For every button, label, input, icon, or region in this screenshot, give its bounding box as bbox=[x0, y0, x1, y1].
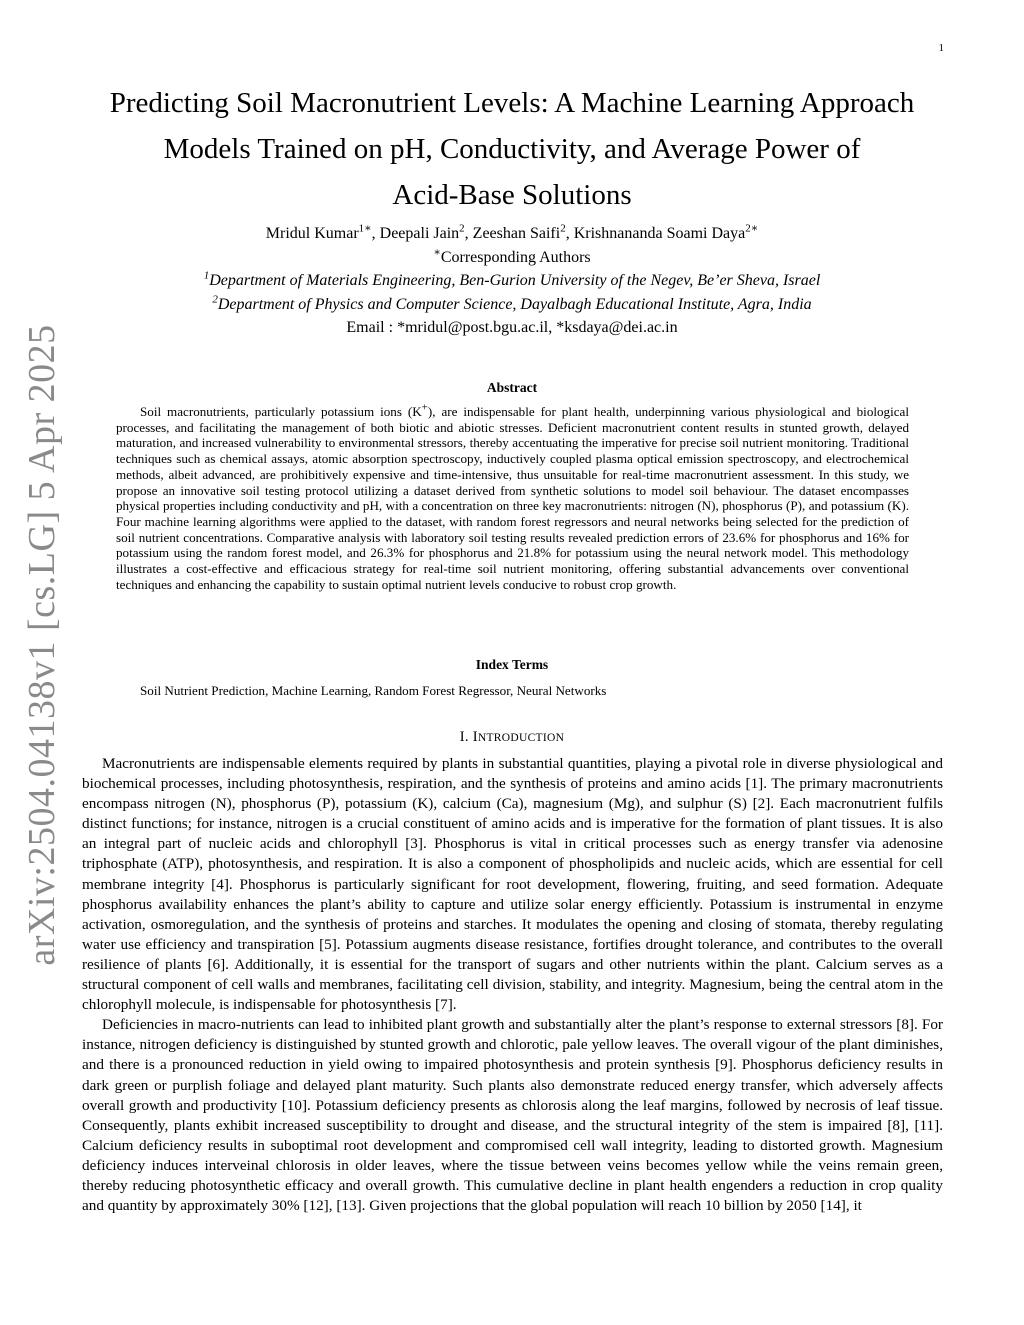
index-terms-text: Soil Nutrient Prediction, Machine Learning, Random Forest Regressor, Neural Networks bbox=[140, 683, 607, 698]
introduction-heading-number: I. I bbox=[459, 729, 478, 745]
author-3-affiliation: 2 bbox=[560, 222, 566, 235]
affiliation-2-text: Department of Physics and Computer Science, Dayalbagh Educational Institute, Agra, India bbox=[217, 295, 812, 313]
introduction-paragraph-1: Macronutrients are indispensable elements required by plants in substantial quantities, playing a pivotal role in diverse physiological and biochemical processes, including photosynthesis, respiration, and the synthesis of proteins and amino acids [1]. The primary macronutrients encompass nitrogen (N), phosphorus (P), potassium (K), calcium (Ca), magnesium (Mg), and sulphur (S) [2]. Each macronutrient fulfils distinct functions; for instance, nitrogen is a crucial constituent of amino acids and is imperative for the formation of plant tissues. It is also an integral part of nucleic acids and chlorophyll [3]. Phosphorus is vital in critical processes such as energy transfer via adenosine triphosphate (ATP), photosynthesis, and respiration. It is also a component of phospholipids and nucleic acids, which are essential for cell membrane integrity [4]. Phosphorus is particularly significant for root development, flowering, fruiting, and seed formation. Adequate phosphorus availability enhances the plant’s ability to capture and utilize solar energy efficiently. Potassium is instrumental in enzyme activation, osmoregulation, and the synthesis of proteins and starches. It modulates the opening and closing of stomata, thereby regulating water use efficiency and transpiration [5]. Potassium augments disease resistance, fortifies drought tolerance, and contributes to the overall resilience of plants [6]. Additionally, it is essential for the transport of sugars and other nutrients within the plant. Calcium serves as a structural component of cell walls and membranes, facilitating cell division, stability, and integrity. Magnesium, being the central atom in the chlorophyll molecule, is indispensable for photosynthesis [7]. bbox=[82, 755, 943, 1014]
abstract-heading: Abstract bbox=[486, 380, 538, 395]
paper-title bbox=[60, 80, 964, 218]
abstract-text-rest: ), are indispensable for plant health, underpinning various physiological and biological processes, and facilitating the management of both biotic and abiotic stresses. Deficient macronutrient content results in stunted growth, delayed maturation, and increased vulnerability to environmental stressors, thereby accentuating the imperative for precise soil nutrient monitoring. Traditional techniques such as chemical assays, atomic absorption spectroscopy, inductively coupled plasma optical emission spectroscopy, and electrochemical methods, albeit advanced, are prohibitively expensive and time-intensive, thus unsuitable for real-time macronutrient assessment. In this study, we propose an innovative soil testing protocol utilizing a dataset derived from synthetic solutions to model soil behaviour. The dataset encompasses physical properties including conductivity and pH, with a concentration on three key macronutrients: nitrogen (N), phosphorus (P), and potassium (K). Four machine learning algorithms were applied to the dataset, with random forest regressors and neural networks being selected for the prediction of soil nutrient concentrations. Comparative analysis with laboratory soil testing results revealed prediction errors of 23.6% for phosphorus and 16% for potassium using the random forest model, and 26.3% for phosphorus and 21.8% for potassium using the neural network model. This methodology illustrates a cost-effective and efficacious strategy for real-time soil nutrient monitoring, offering substantial advancements over conventional techniques and enhancing the capability to sustain optimal nutrient levels conducive to robust crop growth. bbox=[116, 404, 909, 592]
author-2-affiliation: 2 bbox=[459, 222, 465, 235]
affiliation-1 bbox=[60, 269, 964, 293]
title-line-2: Models Trained on pH, Conductivity, and Average Power of bbox=[163, 133, 861, 165]
abstract-text bbox=[116, 401, 909, 592]
affiliation-2-marker: 2 bbox=[212, 293, 218, 306]
title-line-3: Acid-Base Solutions bbox=[392, 179, 632, 211]
abstract-text-start: Soil macronutrients, particularly potassium ions (K bbox=[140, 404, 422, 419]
introduction-paragraph-2: Deficiencies in macro-nutrients can lead to inhibited plant growth and substantially alter the plant’s response to external stressors [8]. For instance, nitrogen deficiency is distinguished by stunted growth and chlorotic, pale yellow leaves. The overall vigour of the plant diminishes, and there is a pronounced reduction in yield owing to impaired photosynthesis and protein synthesis [9]. Phosphorus deficiency results in dark green or purplish foliage and delayed plant maturity. Such plants also demonstrate reduced energy transfer, which adversely affects overall growth and productivity [10]. Potassium deficiency presents as chlorosis along the leaf margins, followed by necrosis of leaf tissue. Consequently, plants exhibit increased susceptibility to drought and disease, and the structural integrity of the stem is impaired [8], [11]. Calcium deficiency results in suboptimal root development and compromised cell wall integrity, leading to distorted growth. Magnesium deficiency induces interveinal chlorosis in older leaves, where the tissue between veins becomes yellow while the veins remain green, thereby reducing photosynthetic efficacy and overall growth. This cumulative decline in plant health engenders a reduction in crop quality and quantity by approximately 30% [12], [13]. Given projections that the global population will reach 10 billion by 2050 [14], it bbox=[82, 1016, 943, 1215]
arxiv-identifier-stamp: arXiv:2504.04138v1 [cs.LG] 5 Apr 2025 bbox=[21, 324, 63, 966]
page-number: 1 bbox=[938, 42, 944, 54]
affiliation-2 bbox=[60, 293, 964, 317]
corresponding-marker: ∗ bbox=[433, 246, 441, 259]
corresponding-label: Corresponding Authors bbox=[440, 248, 591, 266]
introduction-body bbox=[82, 754, 943, 1216]
title-line-1: Predicting Soil Macronutrient Levels: A Machine Learning Approach bbox=[109, 87, 915, 119]
corresponding-authors-note bbox=[60, 246, 964, 270]
abstract-text-superscript: + bbox=[421, 401, 428, 414]
author-1: Mridul Kumar bbox=[265, 225, 359, 242]
affiliation-1-marker: 1 bbox=[203, 269, 210, 282]
index-terms-heading: Index Terms bbox=[475, 657, 549, 672]
author-3: , Zeeshan Saifi bbox=[464, 225, 561, 242]
author-1-affiliation: 1∗ bbox=[358, 222, 372, 235]
author-4-affiliation: 2∗ bbox=[745, 222, 759, 235]
author-4: , Krishnananda Soami Daya bbox=[565, 225, 746, 242]
author-emails: Email : *mridul@post.bgu.ac.il, *ksdaya@dei.ac.in bbox=[346, 319, 678, 336]
author-2: , Deepali Jain bbox=[371, 225, 460, 242]
introduction-heading bbox=[60, 729, 964, 746]
author-list bbox=[60, 222, 964, 246]
introduction-heading-rest: NTRODUCTION bbox=[477, 732, 565, 744]
affiliation-1-text: Department of Materials Engineering, Ben-Gurion University of the Negev, Be’er Sheva, Israel bbox=[209, 272, 821, 289]
author-block bbox=[60, 222, 964, 340]
